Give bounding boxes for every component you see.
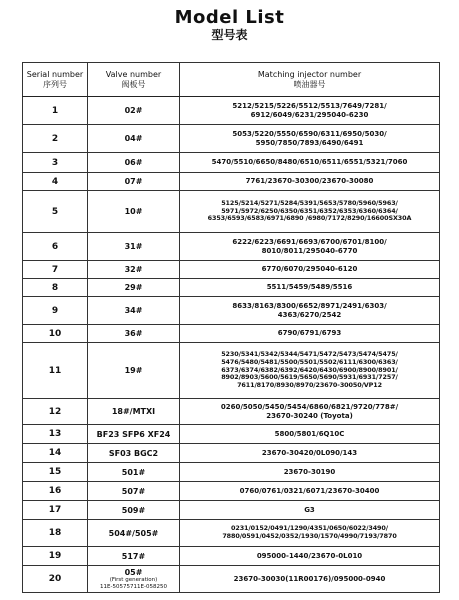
valve-cell bbox=[88, 173, 180, 191]
valve-cell bbox=[88, 325, 180, 343]
serial-cell: 3 bbox=[23, 153, 88, 173]
valve-cell bbox=[88, 482, 180, 501]
table-row bbox=[23, 520, 440, 547]
valve-cell bbox=[88, 261, 180, 279]
injector-cell: 8633/8163/8300/6652/8971/2491/6303/ 4363/6270/2542 bbox=[180, 297, 440, 325]
valve-number: 19# bbox=[124, 366, 143, 375]
valve-number: 517# bbox=[121, 551, 146, 561]
table-row bbox=[23, 233, 440, 261]
valve-cell bbox=[88, 501, 180, 520]
injector-cell: 5212/5215/5226/5512/5513/7649/7281/ 6912/6049/6231/295040-6230 bbox=[180, 97, 440, 125]
header-valve bbox=[88, 63, 180, 97]
serial-cell: 18 bbox=[23, 520, 88, 547]
injector-cell: 7761/23670-30300/23670-30080 bbox=[180, 173, 440, 191]
injector-cell: 095000-1440/23670-0L010 bbox=[180, 547, 440, 566]
serial-cell: 13 bbox=[23, 425, 88, 444]
serial-cell: 14 bbox=[23, 444, 88, 463]
serial-cell: 10 bbox=[23, 325, 88, 343]
table-row bbox=[23, 153, 440, 173]
injector-cell: 0231/0152/0491/1290/4351/0650/6022/3490/ 7880/0591/0452/0352/1930/1570/4990/7193/7870 bbox=[180, 520, 440, 547]
table-row bbox=[23, 325, 440, 343]
valve-number: 04# bbox=[124, 134, 143, 143]
header-injector-en: Matching injector number bbox=[257, 69, 362, 79]
valve-number: 501# bbox=[121, 467, 146, 477]
table-row bbox=[23, 279, 440, 297]
injector-cell: 5125/5214/5271/5284/5391/5653/5780/5960/5963/ 5971/5972/6250/6350/6351/6352/6353/6360/6364/ 6353/6593/6583/6971/6890 /6980/7172/8290/16600SX30A bbox=[180, 191, 440, 233]
valve-number: 34# bbox=[124, 306, 143, 315]
valve-number: 18#/MTXI bbox=[111, 407, 156, 416]
injector-cell: 5511/5459/5489/5516 bbox=[180, 279, 440, 297]
model-table bbox=[22, 62, 440, 593]
page-subtitle: 型号表 bbox=[211, 28, 248, 42]
serial-cell: 9 bbox=[23, 297, 88, 325]
header-injector bbox=[180, 63, 440, 97]
serial-cell: 19 bbox=[23, 547, 88, 566]
serial-cell: 16 bbox=[23, 482, 88, 501]
valve-cell bbox=[88, 425, 180, 444]
valve-cell bbox=[88, 191, 180, 233]
table-row bbox=[23, 191, 440, 233]
table-row bbox=[23, 463, 440, 482]
table-row bbox=[23, 261, 440, 279]
valve-cell bbox=[88, 566, 180, 593]
injector-cell: 6790/6791/6793 bbox=[180, 325, 440, 343]
serial-cell: 6 bbox=[23, 233, 88, 261]
serial-cell: 17 bbox=[23, 501, 88, 520]
valve-cell bbox=[88, 343, 180, 399]
valve-number: 05# bbox=[124, 568, 143, 577]
injector-cell: G3 bbox=[180, 501, 440, 520]
valve-cell bbox=[88, 233, 180, 261]
serial-cell: 7 bbox=[23, 261, 88, 279]
injector-cell: 23670-30420/0L090/143 bbox=[180, 444, 440, 463]
table-row bbox=[23, 97, 440, 125]
injector-cell: 5800/5801/6Q10C bbox=[180, 425, 440, 444]
serial-cell: 2 bbox=[23, 125, 88, 153]
serial-cell: 20 bbox=[23, 566, 88, 593]
injector-cell: 0260/5050/5450/5454/6860/6821/9720/778#/ 23670-30240 (Toyota) bbox=[180, 399, 440, 425]
valve-number: 29# bbox=[124, 283, 143, 292]
header-serial-cn: 序列号 bbox=[43, 79, 67, 89]
injector-cell: 0760/0761/0321/6071/23670-30400 bbox=[180, 482, 440, 501]
valve-number: 06# bbox=[124, 158, 143, 167]
table-header-row bbox=[23, 63, 440, 97]
serial-cell: 5 bbox=[23, 191, 88, 233]
table-row bbox=[23, 399, 440, 425]
page-title: Model List bbox=[174, 7, 285, 28]
valve-number: 509# bbox=[121, 505, 146, 515]
table-row bbox=[23, 343, 440, 399]
header-injector-cn: 喷油器号 bbox=[293, 79, 326, 89]
table-row bbox=[23, 444, 440, 463]
valve-cell bbox=[88, 399, 180, 425]
table-row bbox=[23, 501, 440, 520]
valve-cell bbox=[88, 97, 180, 125]
valve-number: SF03 BGC2 bbox=[108, 448, 159, 458]
injector-cell: 23670-30190 bbox=[180, 463, 440, 482]
table-row bbox=[23, 125, 440, 153]
table-row bbox=[23, 547, 440, 566]
table-row bbox=[23, 482, 440, 501]
valve-cell bbox=[88, 297, 180, 325]
valve-cell bbox=[88, 153, 180, 173]
injector-cell: 6770/6070/295040-6120 bbox=[180, 261, 440, 279]
injector-cell: 5053/5220/5550/6590/6311/6950/5030/ 5950/7850/7893/6490/6491 bbox=[180, 125, 440, 153]
valve-cell bbox=[88, 125, 180, 153]
table-row bbox=[23, 566, 440, 593]
serial-cell: 11 bbox=[23, 343, 88, 399]
injector-cell: 5470/5510/6650/8480/6510/6511/6551/5321/7060 bbox=[180, 153, 440, 173]
table-row bbox=[23, 425, 440, 444]
serial-cell: 15 bbox=[23, 463, 88, 482]
valve-cell bbox=[88, 279, 180, 297]
header-serial bbox=[23, 63, 88, 97]
valve-number: 02# bbox=[124, 106, 143, 115]
valve-cell bbox=[88, 547, 180, 566]
valve-number: 36# bbox=[124, 329, 143, 338]
header-serial-en: Serial number bbox=[26, 69, 84, 79]
serial-cell: 12 bbox=[23, 399, 88, 425]
serial-cell: 1 bbox=[23, 97, 88, 125]
valve-number: 504#/505# bbox=[108, 528, 159, 538]
header-valve-cn: 阀板号 bbox=[121, 79, 146, 89]
header-valve-en: Valve number bbox=[105, 69, 162, 79]
serial-cell: 4 bbox=[23, 173, 88, 191]
valve-note: (First generation) bbox=[109, 577, 158, 583]
valve-cell bbox=[88, 463, 180, 482]
valve-number: BF23 SFP6 XF24 bbox=[96, 429, 171, 439]
valve-number: 10# bbox=[124, 207, 143, 216]
serial-cell: 8 bbox=[23, 279, 88, 297]
valve-number: 32# bbox=[124, 265, 143, 274]
valve-cell bbox=[88, 520, 180, 547]
table-row bbox=[23, 173, 440, 191]
table-body bbox=[23, 97, 440, 593]
valve-number: 507# bbox=[121, 486, 146, 496]
valve-number: 31# bbox=[124, 242, 143, 251]
injector-cell: 5230/5341/5342/5344/5471/5472/5473/5474/5475/ 5476/5480/5481/5500/5501/5502/6111/6300/6363/ 6373/6374/6382/6392/6420/6430/6900/8900/8901/ 8902/8903/5600/5619/5650/5690/5931/6931/7257/ 7611/8170/8930/8970/23670-30050/VP12 bbox=[180, 343, 440, 399]
injector-cell: 6222/6223/6691/6693/6700/6701/8100/ 8010/8011/295040-6770 bbox=[180, 233, 440, 261]
valve-cell bbox=[88, 444, 180, 463]
valve-number: 07# bbox=[124, 177, 143, 186]
table-row bbox=[23, 297, 440, 325]
injector-cell: 23670-30030(11R00176)/095000-0940 bbox=[180, 566, 440, 593]
valve-code: 11E-50575711E-058250 bbox=[100, 583, 167, 590]
